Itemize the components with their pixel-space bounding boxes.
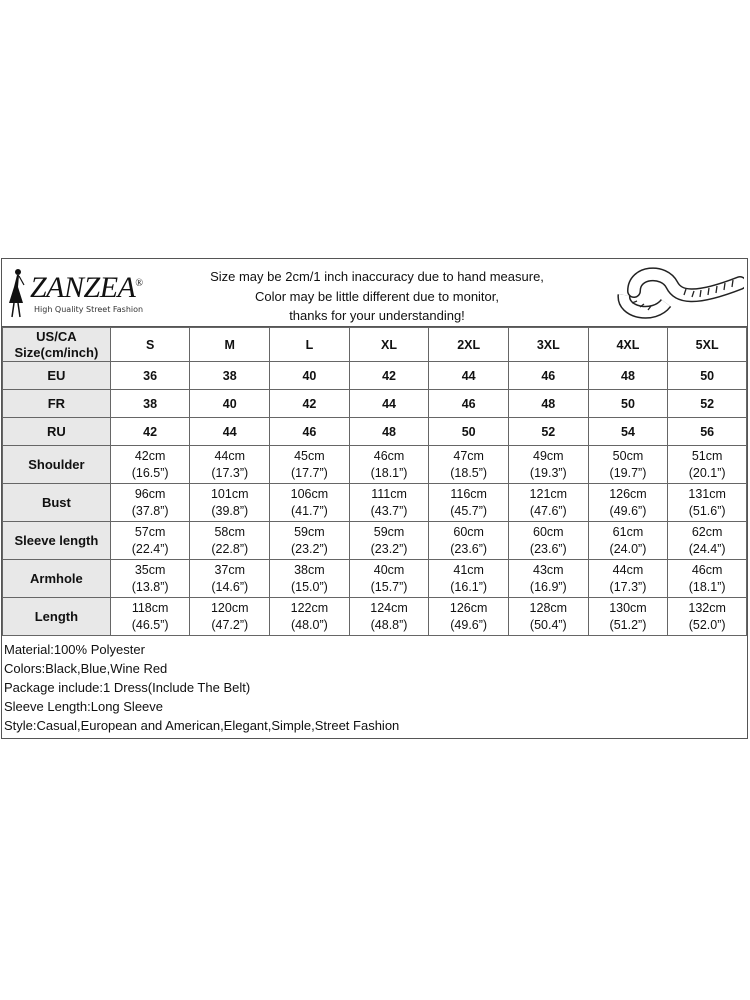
measurement-cell [270,484,350,522]
measurement-cm: 57cm [134,524,166,539]
size-value: 44 [190,418,270,446]
row-label: RU [3,418,111,446]
measurement-inch: (14.6”) [211,579,249,594]
measurement-inch: (37.8”) [131,503,169,518]
size-value: 38 [110,390,190,418]
measurement-cm: 37cm [214,562,246,577]
corner-label-line: US/CA [36,328,77,344]
measurement-cm: 62cm [691,524,723,539]
fashion-model-icon [6,267,28,319]
measurement-inch: (41.7”) [290,503,328,518]
measurement-inch: (17.7”) [290,465,328,480]
size-value: 44 [429,362,509,390]
measurement-cm: 126cm [449,600,488,615]
measurement-cm: 60cm [453,524,484,539]
measurement-cell [509,446,589,484]
measurement-cm: 59cm [373,524,405,539]
row-label: Sleeve length [3,522,111,560]
spec-line: Colors:Black,Blue,Wine Red [4,661,168,676]
measurement-cm: 132cm [688,600,726,615]
measurement-cell [110,560,190,598]
spec-line: Material:100% Polyester [4,642,145,657]
row-label: EU [3,362,111,390]
size-value: 48 [588,362,668,390]
size-value: 46 [270,418,350,446]
measurement-cell [429,446,509,484]
row-label: Bust [3,484,111,522]
measurement-inch: (16.5”) [131,465,169,480]
measurement-cm: 40cm [373,562,405,577]
measurement-cm: 49cm [533,448,564,463]
measurement-cell [429,484,509,522]
measurement-cm: 111cm [371,486,407,501]
measurement-cell [190,522,270,560]
size-value: 38 [190,362,270,390]
measurement-cm: 120cm [210,600,249,615]
measurement-inch: (17.3”) [609,579,647,594]
row-label: Armhole [3,560,111,598]
measurement-inch: (49.6”) [450,617,488,632]
size-value: 56 [668,418,747,446]
spec-line: Sleeve Length:Long Sleeve [4,699,164,714]
size-value: 48 [349,418,429,446]
measurement-inch: (18.1”) [688,579,726,594]
measurement-cm: 41cm [453,562,484,577]
measurement-inch: (16.1”) [450,579,488,594]
chart-header [2,259,747,327]
size-header: 5XL [668,328,747,362]
size-value: 44 [349,390,429,418]
size-value: 50 [429,418,509,446]
spec-line: Package include:1 Dress(Include The Belt) [4,680,251,695]
measurement-cm: 51cm [691,448,723,463]
size-header: S [110,328,190,362]
measurement-cm: 116cm [450,486,487,501]
measurement-inch: (43.7”) [370,503,408,518]
measurement-cell [110,598,190,636]
measurement-cell [349,522,429,560]
measurement-cell [509,522,589,560]
measurement-inch: (18.1”) [370,465,408,480]
size-chart [1,258,748,739]
size-value: 52 [668,390,747,418]
size-value: 46 [429,390,509,418]
measurement-cell [190,598,270,636]
size-header-row [3,328,747,362]
measurement-cm: 45cm [294,448,325,463]
table-row [3,446,747,484]
measurement-inch: (23.2”) [290,541,328,556]
measurement-cell [588,484,668,522]
measurement-cell [349,484,429,522]
measurement-inch: (19.3”) [529,465,567,480]
measurement-cm: 101cm [210,486,249,501]
row-label: Shoulder [3,446,111,484]
size-value: 42 [349,362,429,390]
measurement-cm: 121cm [529,486,568,501]
measurement-cell [270,446,350,484]
brand-tagline: High Quality Street Fashion [34,305,144,314]
measurement-cell [668,598,747,636]
measurement-inch: (22.8”) [211,541,249,556]
table-row [3,522,747,560]
measuring-tape-icon [614,261,744,323]
measurement-inch: (24.4”) [688,541,726,556]
measurement-cm: 96cm [134,486,166,501]
measurement-cm: 60cm [533,524,564,539]
measurement-inch: (48.0”) [290,617,328,632]
measurement-cell [588,446,668,484]
measurement-cm: 43cm [533,562,564,577]
measurement-inch: (15.7”) [370,579,408,594]
measurement-cm: 44cm [214,448,246,463]
measurement-cm: 35cm [134,562,166,577]
notice-line: Color may be little different due to monitor, [255,288,499,304]
measurement-cm: 124cm [370,600,408,615]
size-value: 50 [588,390,668,418]
measurement-cm: 128cm [529,600,568,615]
table-row [3,484,747,522]
size-header: 3XL [509,328,589,362]
measurement-cell [668,446,747,484]
measurement-cell [509,484,589,522]
table-row [3,362,747,390]
measurement-cm: 106cm [290,486,329,501]
measurement-inch: (18.5”) [450,465,488,480]
measurement-cell [190,560,270,598]
table-row [3,418,747,446]
measurement-inch: (51.6”) [688,503,726,518]
measurement-inch: (47.6”) [529,503,567,518]
size-value: 50 [668,362,747,390]
measurement-cell [190,446,270,484]
measurement-inch: (45.7”) [450,503,488,518]
measurement-cm: 61cm [612,524,644,539]
measurement-cell [270,598,350,636]
measurement-inch: (46.5”) [131,617,169,632]
size-header: L [270,328,350,362]
measurement-cell [270,560,350,598]
measurement-cm: 44cm [612,562,644,577]
measurement-inch: (20.1”) [688,465,726,480]
measurement-inch: (19.7”) [609,465,647,480]
size-header: 4XL [588,328,668,362]
measurement-inch: (39.8”) [211,503,249,518]
table-row [3,560,747,598]
measurement-cell [110,446,190,484]
measurement-inch: (49.6”) [609,503,647,518]
measurement-cell [110,484,190,522]
size-header: XL [349,328,429,362]
measurement-cell [349,560,429,598]
measurement-inch: (48.8”) [370,617,408,632]
size-value: 40 [270,362,350,390]
row-label: FR [3,390,111,418]
measurement-cell [509,598,589,636]
row-label: Length [3,598,111,636]
measurement-cell [588,598,668,636]
notice-line: Size may be 2cm/1 inch inaccuracy due to hand measure, [210,269,544,284]
measurement-cm: 50cm [612,448,644,463]
table-row [3,390,747,418]
measurement-inch: (23.2”) [370,541,408,556]
measurement-cell [668,560,747,598]
size-header: 2XL [429,328,509,362]
size-value: 42 [270,390,350,418]
measurement-cm: 130cm [609,600,647,615]
measurement-cell [349,446,429,484]
measurement-cell [588,522,668,560]
brand-logo [6,265,156,320]
measurement-inch: (15.0”) [290,579,328,594]
size-header: M [190,328,270,362]
measurement-cell [349,598,429,636]
measurement-cell [190,484,270,522]
size-value: 36 [110,362,190,390]
measurement-cm: 126cm [609,486,647,501]
measurement-cm: 58cm [214,524,246,539]
measurement-cell [668,484,747,522]
measurement-cell [668,522,747,560]
measurement-cell [270,522,350,560]
spec-line: Style:Casual,European and American,Elegant,Simple,Street Fashion [4,718,400,733]
corner-cell [3,328,111,362]
measurement-inch: (17.3”) [211,465,249,480]
measurement-inch: (23.6”) [450,541,488,556]
measurement-cell [110,522,190,560]
measurement-inch: (52.0”) [688,617,726,632]
size-value: 46 [509,362,589,390]
size-value: 40 [190,390,270,418]
measurement-notice [162,267,592,326]
measurement-cell [429,598,509,636]
measurement-cell [588,560,668,598]
size-table [2,327,747,636]
measurement-inch: (13.8”) [131,579,169,594]
measurement-inch: (50.4”) [529,617,567,632]
measurement-cm: 47cm [453,448,484,463]
size-value: 52 [509,418,589,446]
measurement-inch: (24.0”) [609,541,647,556]
measurement-cm: 118cm [131,600,169,615]
measurement-cm: 59cm [294,524,325,539]
measurement-cell [509,560,589,598]
measurement-cell [429,560,509,598]
measurement-cm: 122cm [290,600,329,615]
measurement-inch: (47.2”) [211,617,249,632]
size-value: 54 [588,418,668,446]
corner-label-line: Size(cm/inch) [14,344,99,360]
measurement-cell [429,522,509,560]
measurement-cm: 38cm [294,562,325,577]
brand-name: ZANZEA® [30,271,143,304]
measurement-inch: (51.2”) [609,617,647,632]
measurement-inch: (16.9”) [529,579,567,594]
measurement-cm: 131cm [688,486,726,501]
measurement-cm: 46cm [691,562,723,577]
measurement-cm: 42cm [134,448,166,463]
notice-line: thanks for your understanding! [289,308,465,323]
measurement-inch: (22.4”) [131,541,169,556]
product-specs [4,640,399,735]
measurement-cm: 46cm [373,448,405,463]
size-value: 48 [509,390,589,418]
table-row [3,598,747,636]
size-value: 42 [110,418,190,446]
measurement-inch: (23.6”) [529,541,567,556]
